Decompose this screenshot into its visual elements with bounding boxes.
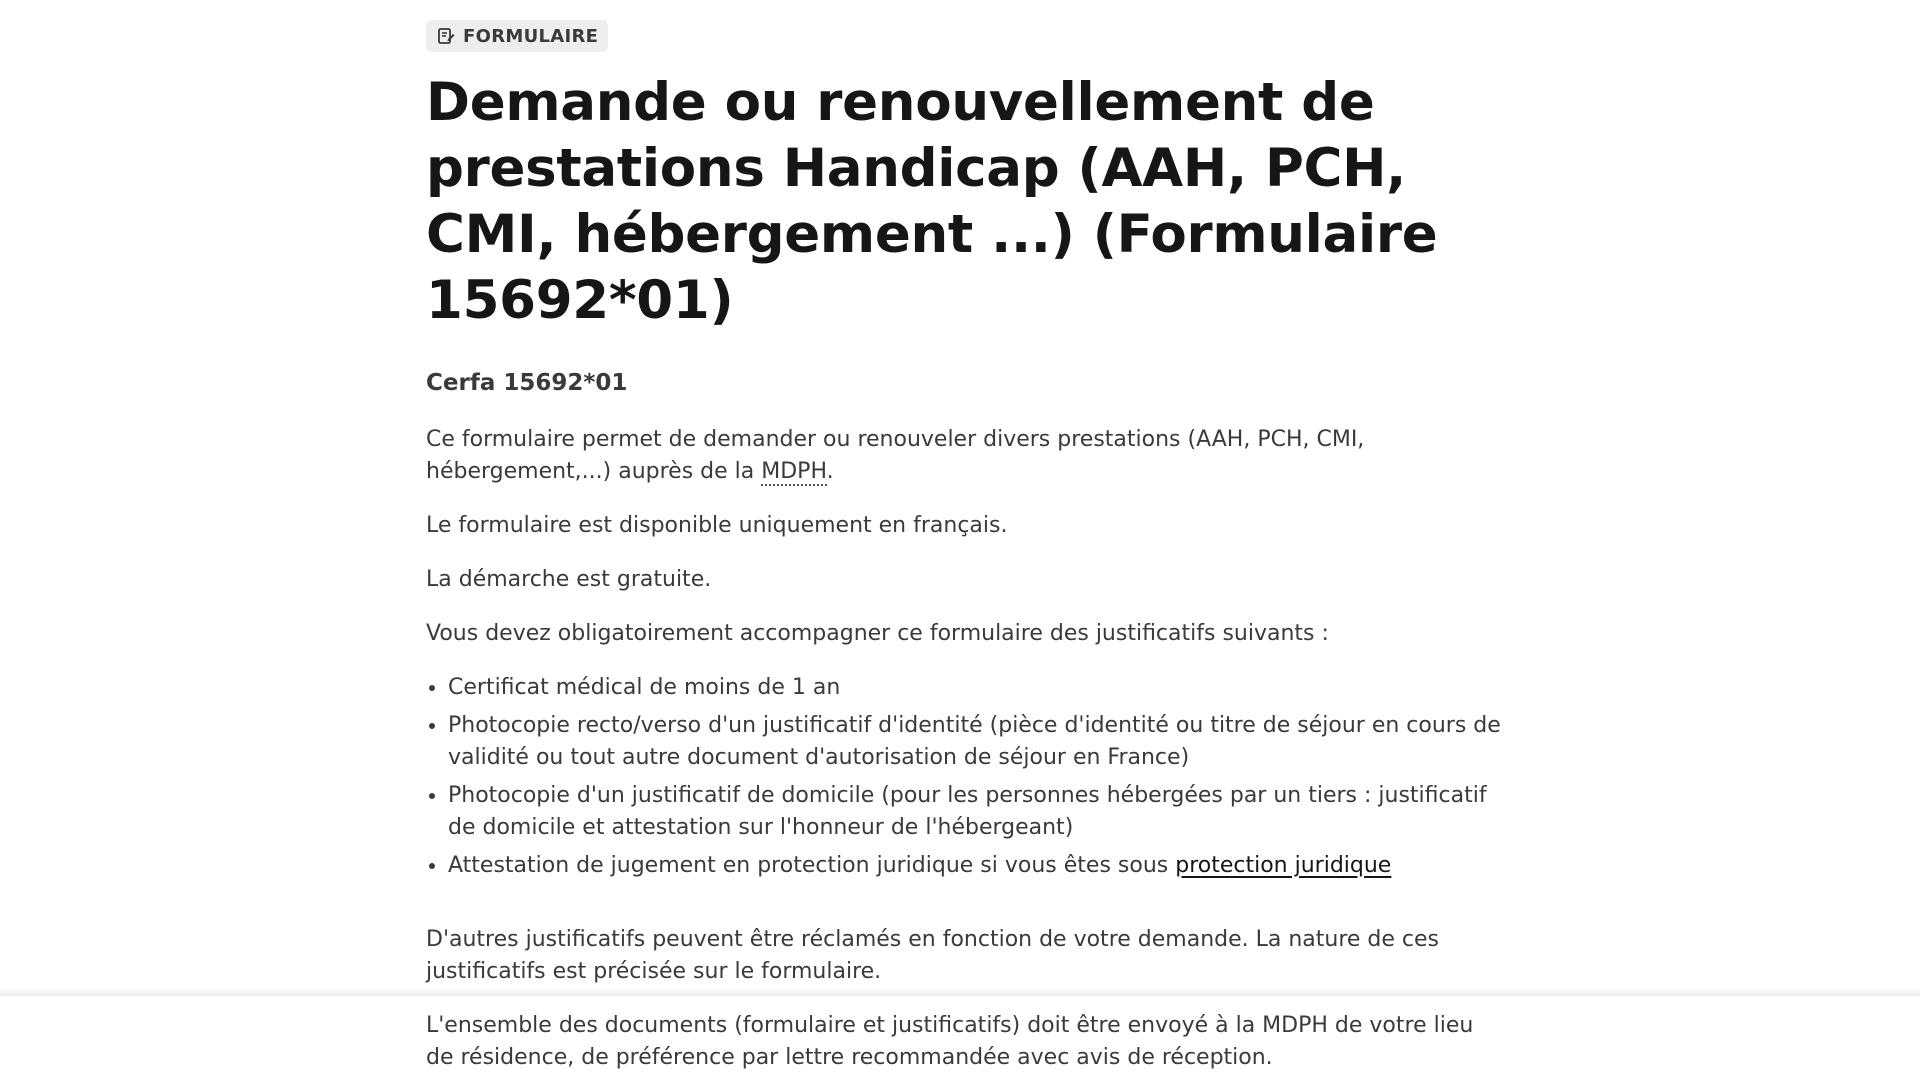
intro-text: Ce formulaire permet de demander ou renouveler divers prestations (AAH, PCH, CMI, hébergement,...) auprès de la xyxy=(426,427,1365,484)
sending-paragraph: L'ensemble des documents (formulaire et justificatifs) doit être envoyé à la MDPH de votre lieu de résidence, de préférence par lettre recommandée avec avis de réception. xyxy=(426,1013,1474,1070)
requirements-intro: Vous devez obligatoirement accompagner ce formulaire des justificatifs suivants : xyxy=(426,621,1329,646)
list-item xyxy=(448,850,1501,882)
list-item: • Photocopie recto/verso d'un justificatif d'identité (pièce d'identité ou titre de séjour en cours de validité ou tout autre document d'autorisation de séjour en France) xyxy=(448,710,1501,774)
intro-text-end: . xyxy=(826,459,834,484)
mdph-abbreviation[interactable]: MDPH xyxy=(761,459,827,484)
cerfa-number: Cerfa 15692*01 xyxy=(426,370,628,396)
list-item: • Photocopie d'un justificatif de domicile (pour les personnes hébergées par un tiers : justificatif de domicile et attestation sur l'honneur de l'hébergeant) xyxy=(448,780,1501,844)
other-docs-paragraph: D'autres justificatifs peuvent être réclamés en fonction de votre demande. La nature de ces justificatifs est précisée sur le formulaire. xyxy=(426,927,1440,984)
formulaire-tag xyxy=(426,20,608,52)
requirements-list xyxy=(426,672,1501,882)
bottom-shadow xyxy=(0,988,1920,996)
page-title: Demande ou renouvellement de prestations Handicap (AAH, PCH, CMI, hébergement ...) (Formulaire 15692*01) xyxy=(426,72,1438,331)
list-item: • Certificat médical de moins de 1 an xyxy=(448,672,1501,704)
form-edit-icon xyxy=(437,27,455,45)
list-item-text: Attestation de jugement en protection juridique si vous êtes sous xyxy=(448,853,1176,878)
price-note: La démarche est gratuite. xyxy=(426,567,712,592)
tag-label: FORMULAIRE xyxy=(463,25,599,47)
protection-juridique-link[interactable]: protection juridique xyxy=(1175,853,1392,878)
intro-paragraph xyxy=(426,424,1501,488)
language-note: Le formulaire est disponible uniquement en français. xyxy=(426,513,1008,538)
main-content xyxy=(426,20,1501,1074)
